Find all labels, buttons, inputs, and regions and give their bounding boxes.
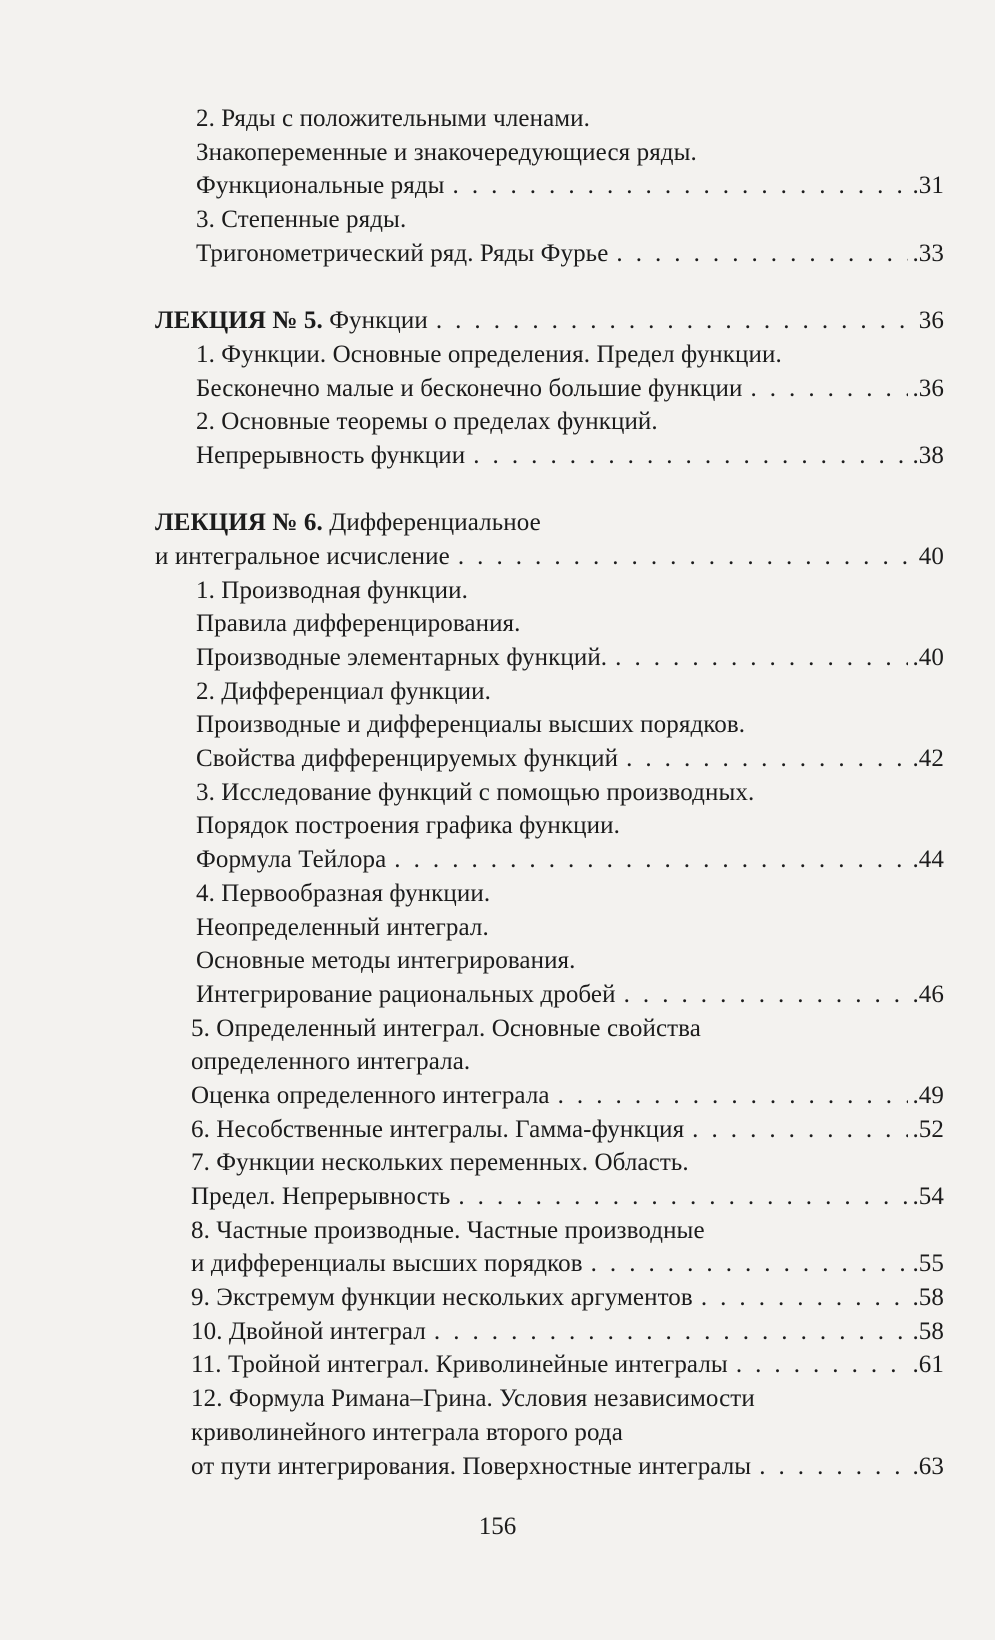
toc-page-number: .40 [912,644,944,671]
toc-title: 2. Ряды с положительными членами. [196,105,591,132]
toc-title: 3. Исследование функций с помощью производных. [196,778,755,806]
toc-line [0,169,944,203]
toc-line [0,1416,995,1450]
dot-leader [473,439,908,473]
toc-lecture-heading [0,304,944,338]
toc-page-number: .42 [912,745,944,773]
toc-line [0,1146,995,1180]
dot-leader [394,843,908,877]
toc-page-number: .58 [912,1317,944,1345]
toc-line-text [196,947,576,974]
toc-page-number: 36 [918,307,944,335]
toc-title: 12. Формула Римана–Грина. Условия независимости [191,1385,755,1413]
toc-line [0,1348,944,1382]
dot-leader [616,237,908,271]
toc-title: 1. Функции. Основные определения. Предел функции. [196,340,782,368]
toc-line [0,1247,944,1281]
toc-line-text [196,742,618,776]
toc-title: Формула Тейлора [196,846,387,874]
toc-line-text [196,610,521,637]
dot-leader [458,1180,908,1214]
toc-line [0,1281,944,1315]
toc-line-text [191,1048,470,1075]
toc-line-text [191,1079,550,1113]
toc-page-number: .54 [912,1183,944,1210]
toc-line-text [196,341,782,368]
toc-title: Правила дифференцирования. [196,610,521,638]
toc-line-text [196,105,590,132]
toc-line-text [196,372,742,406]
toc-line [0,203,995,237]
toc-line [0,1214,995,1248]
toc-line-text [155,304,428,338]
toc-line [0,1045,995,1079]
toc-line-text [191,1217,705,1244]
toc-title: Функции [322,307,428,335]
toc-title: 2. Дифференциал функции. [196,677,491,705]
toc-line [0,944,995,978]
toc-page-number: .58 [912,1284,944,1312]
toc-title: Интегрирование рациональных дробей [196,980,616,1008]
toc-line-text [191,1348,728,1382]
toc-line-text [191,1247,583,1281]
toc-title: Функциональные ряды [196,172,445,200]
toc-line [0,776,995,810]
lecture-label: ЛЕКЦИЯ № 6. [155,509,323,537]
toc-line-text [196,779,754,806]
toc-title: Основные методы интегрирования. [196,947,576,975]
toc-title: Дифференциальное [322,509,541,537]
toc-line-text [191,1419,623,1446]
toc-title: Непрерывность функции [196,441,466,469]
toc-line-text [191,1315,426,1349]
toc-page-number: .33 [912,239,944,267]
dot-leader [558,1079,909,1113]
toc-title: 9. Экстремум функции нескольких аргументов [191,1284,693,1312]
toc-title: 8. Частные производные. Частные производные [191,1216,705,1244]
toc-page-number: .55 [912,1250,944,1278]
toc-line [0,1079,944,1113]
toc-title: и интегральное исчисление [155,542,450,570]
toc-line-text [196,439,465,473]
dot-leader [615,641,908,675]
section-gap [0,473,995,507]
toc-page-number: 40 [918,542,944,570]
toc-line-text [191,1149,689,1176]
toc-title: 1. Производная функции. [196,576,468,604]
toc-line [0,641,944,675]
toc-line-text [196,577,468,604]
toc-title: криволинейного интеграла второго рода [191,1418,623,1446]
toc-page-number: .52 [912,1115,944,1143]
toc-line [0,1382,995,1416]
toc-line [0,1012,995,1046]
toc-title: 2. Основные теоремы о пределах функций. [196,408,658,436]
toc-page-number: .46 [912,980,944,1008]
toc-title: 5. Определенный интеграл. Основные свойства [191,1014,701,1042]
toc-page-number: .49 [912,1081,944,1109]
toc-title: определенного интеграла. [191,1048,471,1076]
toc-line-text [155,509,541,536]
toc-line [0,742,944,776]
toc-line-text [155,540,450,574]
toc-line-text [196,237,608,271]
toc-title: Знакопеременные и знакочередующиеся ряды. [196,138,697,166]
dot-leader [736,1348,909,1382]
dot-leader [624,978,909,1012]
section-gap [0,270,995,304]
toc-title: и дифференциалы высших порядков [191,1250,583,1278]
dot-leader [759,1450,908,1484]
dot-leader [692,1113,908,1147]
toc-title: 7. Функции нескольких переменных. Область. [191,1149,689,1177]
toc-line [0,675,995,709]
dot-leader [626,742,908,776]
page-number: 156 [478,1513,517,1540]
toc-line-text [196,169,445,203]
toc-title: Предел. Непрерывность [191,1183,451,1210]
toc-line [0,708,995,742]
toc-line-text [191,1180,450,1214]
dot-leader [434,1315,909,1349]
toc-title: Свойства дифференцируемых функций [196,745,619,773]
toc-page-number: .31 [912,172,944,200]
toc-title: Производные и дифференциалы высших порядков. [196,711,746,739]
toc-line-text [191,1450,751,1484]
toc-title: 3. Степенные ряды. [196,206,407,234]
toc-line [0,338,995,372]
toc-line-text [196,206,406,233]
toc-page-number: .44 [912,846,944,874]
toc-title: Производные элементарных функций. [196,644,608,671]
toc-line [0,136,995,170]
toc-line-text [196,408,658,435]
toc-line-text [196,914,489,941]
toc-title: Неопределенный интеграл. [196,913,489,941]
toc-line-text [196,641,607,675]
toc-page-number: .38 [912,441,944,469]
toc-line [0,843,944,877]
toc-line-text [196,880,490,907]
toc-line-text [191,1015,701,1042]
dot-leader [750,372,908,406]
toc-title: 4. Первообразная функции. [196,879,491,907]
toc-line-text [196,139,697,166]
toc-title: Оценка определенного интеграла [191,1081,550,1109]
toc-title: Тригонометрический ряд. Ряды Фурье [196,239,609,267]
toc-line [0,1180,944,1214]
toc-line [0,877,995,911]
toc-page-number: .61 [912,1351,944,1379]
toc-line [0,372,944,406]
toc-line [0,237,944,271]
toc-line [0,1315,944,1349]
toc-title: 11. Тройной интеграл. Криволинейные интегралы [191,1351,728,1379]
toc-page-number: .63 [912,1452,944,1480]
toc-line [0,102,995,136]
toc-line [0,1450,944,1484]
dot-leader [453,169,909,203]
toc-page-number: .36 [912,374,944,402]
toc-line-text [191,1281,693,1315]
toc-title: Бесконечно малые и бесконечно большие функции [196,374,743,402]
toc-line [0,607,995,641]
toc-line-text [196,843,386,877]
toc-line [0,540,944,574]
toc-line [0,405,995,439]
dot-leader [701,1281,909,1315]
toc-line-text [196,812,620,839]
toc-title: Порядок построения графика функции. [196,812,620,840]
toc-line [0,978,944,1012]
toc-lecture-heading [0,506,995,540]
toc-line [0,1113,944,1147]
toc-line-text [196,678,491,705]
toc-line [0,439,944,473]
toc-title: 10. Двойной интеграл [191,1317,426,1345]
lecture-label: ЛЕКЦИЯ № 5. [155,307,323,335]
toc-line-text [191,1113,684,1147]
toc-line [0,911,995,945]
toc-line [0,574,995,608]
toc-line-text [196,711,745,738]
dot-leader [436,304,915,338]
toc-line [0,809,995,843]
toc-title: 6. Несобственные интегралы. Гамма-функция [191,1115,685,1143]
dot-leader [591,1247,909,1281]
toc-line-text [191,1385,755,1412]
table-of-contents [0,102,995,1483]
toc-title: от пути интегрирования. Поверхностные интегралы [191,1452,752,1480]
toc-line-text [196,978,616,1012]
dot-leader [458,540,915,574]
